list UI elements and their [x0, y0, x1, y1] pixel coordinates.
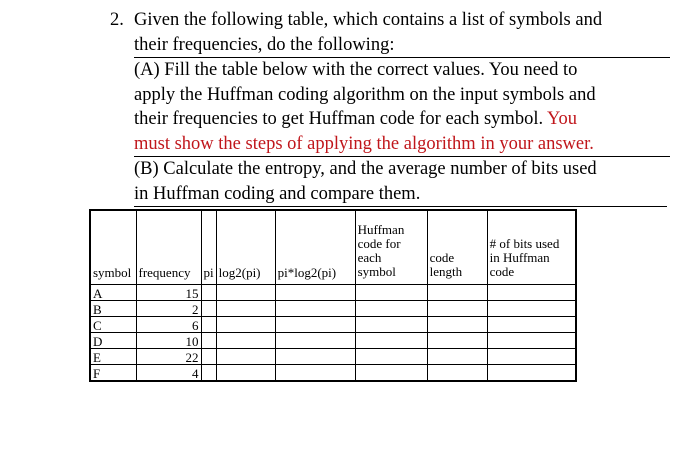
cell-code-length[interactable] — [427, 349, 487, 365]
part-b-line-1: (B) Calculate the entropy, and the average number of bits used — [134, 159, 597, 179]
cell-code-length[interactable] — [427, 301, 487, 317]
header-huffman-code-line-3: each — [357, 250, 382, 265]
cell-pi-log2[interactable] — [275, 349, 355, 365]
part-a-emphasis-start: You — [547, 109, 578, 129]
cell-huffman-code[interactable] — [355, 301, 427, 317]
cell-symbol: A — [90, 285, 136, 301]
header-code-length-line-1: code — [429, 250, 455, 265]
header-bits-used — [487, 210, 576, 285]
cell-pi[interactable] — [201, 365, 216, 382]
header-log2: log2(pi) — [216, 210, 275, 285]
cell-huffman-code[interactable] — [355, 285, 427, 301]
cell-huffman-code[interactable] — [355, 365, 427, 382]
part-b-line-2: in Huffman coding and compare them. — [134, 183, 421, 204]
cell-code-length[interactable] — [427, 333, 487, 349]
header-bits-used-line-2: in Huffman — [489, 250, 550, 265]
table-row — [90, 301, 576, 317]
cell-frequency: 22 — [136, 349, 201, 365]
table-row — [90, 317, 576, 333]
header-code-length — [427, 210, 487, 285]
cell-symbol: D — [90, 333, 136, 349]
cell-frequency: 15 — [136, 285, 201, 301]
cell-bits-used[interactable] — [487, 365, 576, 382]
header-pi-log2: pi*log2(pi) — [275, 210, 355, 285]
question-number: 2. — [110, 10, 124, 30]
cell-log2[interactable] — [216, 317, 275, 333]
cell-symbol: C — [90, 317, 136, 333]
part-a-emphasis-end: must show the steps of applying the algorithm in your answer. — [134, 132, 670, 158]
cell-pi-log2[interactable] — [275, 317, 355, 333]
table-header-row — [90, 210, 576, 285]
table-row — [90, 285, 576, 301]
cell-code-length[interactable] — [427, 285, 487, 301]
part-a-line-2: apply the Huffman coding algorithm on the input symbols and — [134, 84, 596, 105]
cell-symbol: F — [90, 365, 136, 382]
cell-huffman-code[interactable] — [355, 317, 427, 333]
table-row — [90, 349, 576, 365]
header-code-length-line-2: length — [429, 264, 463, 279]
header-huffman-code — [355, 210, 427, 285]
cell-bits-used[interactable] — [487, 285, 576, 301]
cell-pi[interactable] — [201, 301, 216, 317]
cell-bits-used[interactable] — [487, 333, 576, 349]
header-huffman-code-line-1: Huffman — [357, 222, 405, 237]
cell-symbol: B — [90, 301, 136, 317]
header-huffman-code-line-4: symbol — [357, 264, 396, 279]
cell-frequency: 4 — [136, 365, 201, 382]
part-a-line-1: (A) Fill the table below with the correct values. You need to — [134, 60, 578, 80]
cell-pi-log2[interactable] — [275, 333, 355, 349]
cell-huffman-code[interactable] — [355, 349, 427, 365]
table-row — [90, 333, 576, 349]
cell-frequency: 10 — [136, 333, 201, 349]
cell-frequency: 2 — [136, 301, 201, 317]
cell-pi-log2[interactable] — [275, 301, 355, 317]
part-a-line-3-text: their frequencies to get Huffman code for each symbol. — [134, 109, 544, 129]
cell-frequency: 6 — [136, 317, 201, 333]
part-a-line-3 — [134, 107, 670, 132]
cell-bits-used[interactable] — [487, 349, 576, 365]
cell-pi-log2[interactable] — [275, 285, 355, 301]
header-symbol: symbol — [90, 210, 136, 285]
cell-pi-log2[interactable] — [275, 365, 355, 382]
question-body — [134, 8, 670, 207]
header-frequency: frequency — [136, 210, 201, 285]
cell-pi[interactable] — [201, 317, 216, 333]
cell-log2[interactable] — [216, 333, 275, 349]
table-row — [90, 365, 576, 382]
cell-huffman-code[interactable] — [355, 333, 427, 349]
cell-pi[interactable] — [201, 349, 216, 365]
huffman-table — [89, 209, 577, 382]
cell-pi[interactable] — [201, 285, 216, 301]
cell-log2[interactable] — [216, 285, 275, 301]
cell-bits-used[interactable] — [487, 317, 576, 333]
cell-pi[interactable] — [201, 333, 216, 349]
cell-code-length[interactable] — [427, 317, 487, 333]
cell-log2[interactable] — [216, 349, 275, 365]
question-block — [110, 8, 670, 207]
header-bits-used-line-1: # of bits used — [489, 236, 560, 251]
intro-line-2: their frequencies, do the following: — [134, 33, 670, 59]
cell-bits-used[interactable] — [487, 301, 576, 317]
cell-code-length[interactable] — [427, 365, 487, 382]
header-pi: pi — [201, 210, 216, 285]
question-divider — [134, 206, 667, 207]
header-huffman-code-line-2: code for — [357, 236, 401, 251]
cell-log2[interactable] — [216, 365, 275, 382]
cell-symbol: E — [90, 349, 136, 365]
cell-log2[interactable] — [216, 301, 275, 317]
header-bits-used-line-3: code — [489, 264, 515, 279]
intro-line-1: Given the following table, which contains a list of symbols and — [134, 10, 603, 30]
